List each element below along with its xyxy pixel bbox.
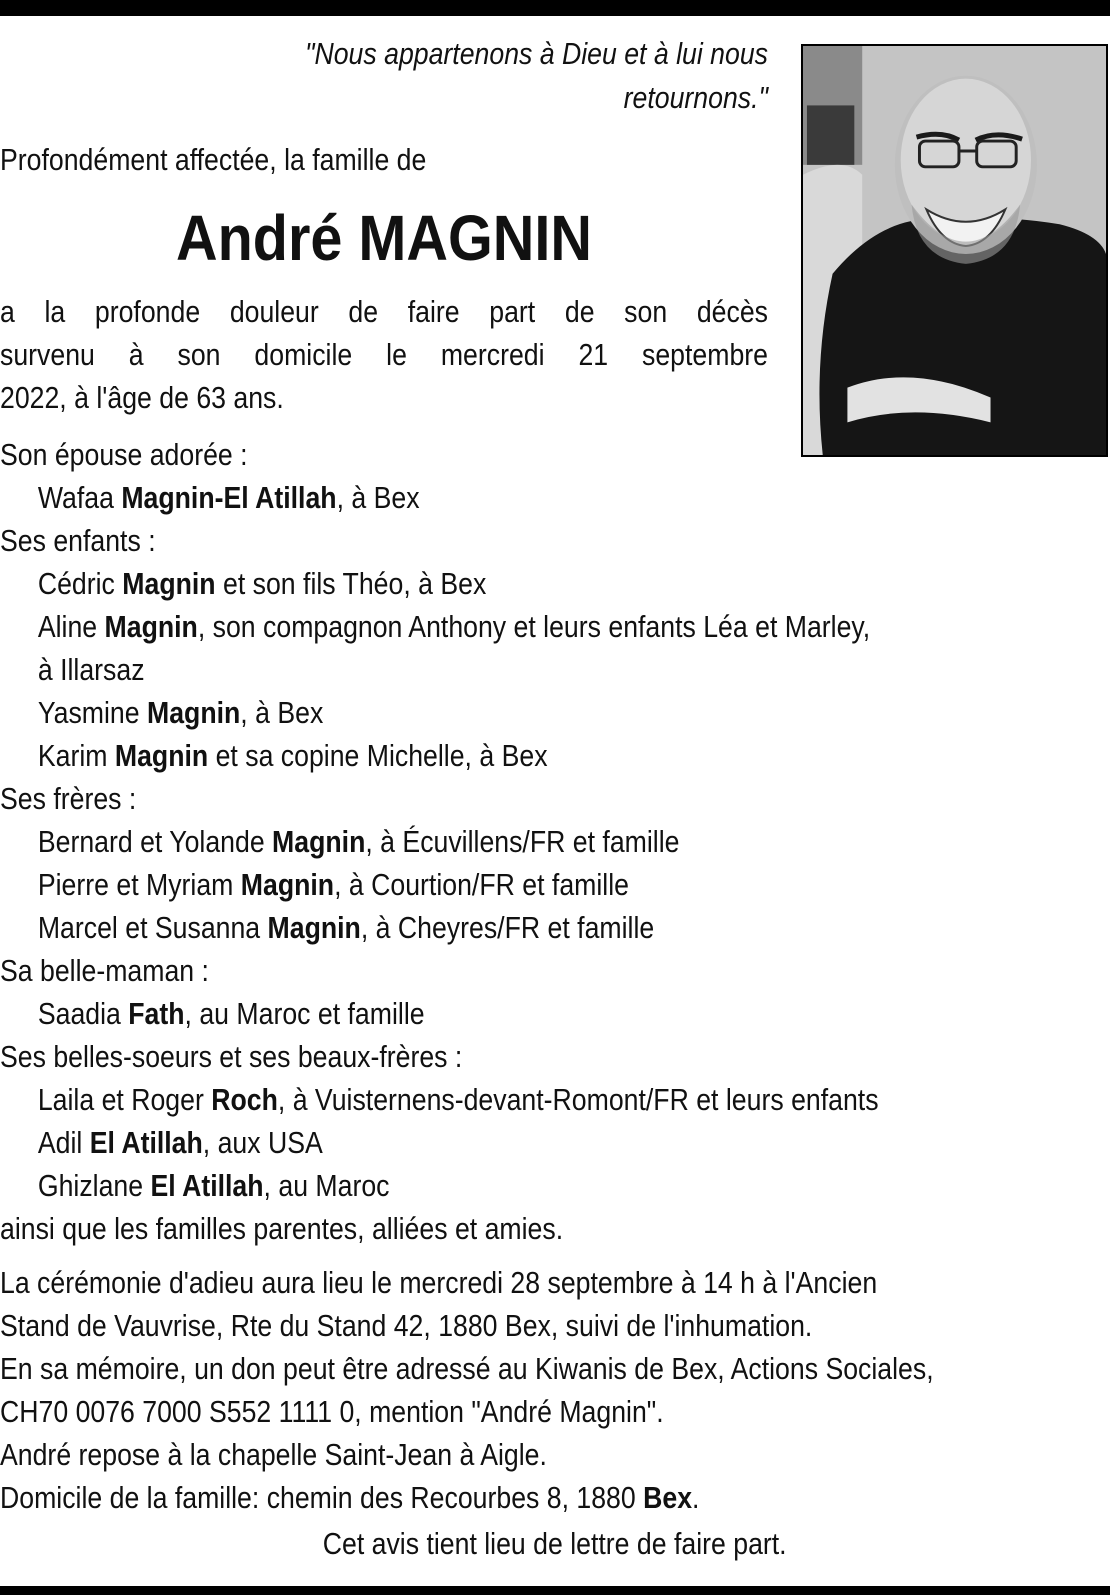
entry-details: , à Vuisternens-devant-Romont/FR et leurs enfants (277, 1082, 879, 1117)
bottom-rule (0, 1586, 1110, 1595)
entry-details: , au Maroc (263, 1168, 390, 1203)
quote-line: retournons." (623, 80, 768, 115)
entry-details: et sa copine Michelle, à Bex (208, 738, 548, 773)
entry-surname: Fath (128, 996, 185, 1031)
entry-surname: Magnin (267, 910, 361, 945)
entry-details: , à Bex (240, 695, 324, 730)
donation-line: En sa mémoire, un don peut être adressé au Kiwanis de Bex, Actions Sociales, (0, 1351, 934, 1386)
entry-surname: Magnin (114, 738, 209, 773)
entry-surname: Magnin (240, 867, 335, 902)
family-entry (0, 648, 1084, 691)
chapel-line: André repose à la chapelle Saint-Jean à Aigle. (0, 1437, 547, 1472)
address-town: Bex (643, 1480, 693, 1515)
entry-surname: Roch (211, 1082, 278, 1117)
entry-details: et son fils Théo, à Bex (215, 566, 487, 601)
family-entry (0, 1078, 1084, 1121)
family-list (0, 433, 1084, 1250)
announcement-line: survenu à son domicile le mercredi 21 septembre (0, 337, 768, 372)
family-heading: Son épouse adorée : (0, 437, 248, 472)
family-entry (0, 476, 1084, 519)
intro-text: Profondément affectée, la famille de (0, 142, 427, 177)
portrait-illustration (803, 46, 1106, 455)
footer-text: Cet avis tient lieu de lettre de faire part. (323, 1526, 787, 1561)
announcement (0, 290, 768, 419)
entry-surname: Magnin (104, 609, 198, 644)
entry-details: , au Maroc et famille (184, 996, 425, 1031)
entry-given-names: Aline (37, 609, 105, 644)
entry-details: , son compagnon Anthony et leurs enfants Léa et Marley, (197, 609, 871, 644)
family-entry (0, 605, 1084, 648)
entry-details: , à Courtion/FR et famille (334, 867, 629, 902)
entry-given-names: Pierre et Myriam (37, 867, 241, 902)
top-rule (0, 0, 1110, 16)
entry-surname: El Atillah (89, 1125, 203, 1160)
entry-given-names: Ghizlane (37, 1168, 151, 1203)
entry-given-names: Wafaa (37, 480, 122, 515)
entry-surname: Magnin-El Atillah (121, 480, 337, 515)
ceremony-info (0, 1261, 1110, 1519)
footer-note (0, 1522, 1110, 1565)
entry-surname: Magnin (122, 566, 216, 601)
family-entry (0, 992, 1084, 1035)
deceased-name: André MAGNIN (176, 202, 592, 274)
entry-given-names: Laila et Roger (37, 1082, 212, 1117)
entry-given-names: Cédric (37, 566, 123, 601)
family-entry (0, 1164, 1084, 1207)
family-entry (0, 562, 1084, 605)
donation-line: CH70 0076 7000 S552 1111 0, mention "André Magnin". (0, 1394, 664, 1429)
announcement-line: a la profonde douleur de faire part de son décès (0, 294, 768, 329)
family-heading: Ses enfants : (0, 523, 156, 558)
entry-details: , à Écuvillens/FR et famille (365, 824, 680, 859)
announcement-line: 2022, à l'âge de 63 ans. (0, 380, 284, 415)
entry-given-names: Karim (37, 738, 115, 773)
family-entry (0, 691, 1084, 734)
family-heading: Ses belles-soeurs et ses beaux-frères : (0, 1039, 463, 1074)
entry-details: , à Bex (336, 480, 420, 515)
entry-surname: Magnin (272, 824, 366, 859)
address-end: . (692, 1480, 700, 1515)
family-entry (0, 1121, 1084, 1164)
portrait-photo (801, 44, 1108, 457)
entry-given-names: à Illarsaz (37, 652, 145, 687)
entry-details: , à Cheyres/FR et famille (360, 910, 655, 945)
address-text: Domicile de la famille: chemin des Recourbes 8, 1880 (0, 1480, 644, 1515)
entry-surname: Magnin (146, 695, 241, 730)
family-heading: Ses frères : (0, 781, 137, 816)
entry-given-names: Marcel et Susanna (37, 910, 268, 945)
family-heading: Sa belle-maman : (0, 953, 209, 988)
family-entry (0, 820, 1084, 863)
family-entry (0, 863, 1084, 906)
entry-given-names: Yasmine (37, 695, 147, 730)
quote (262, 32, 768, 120)
quote-line: "Nous appartenons à Dieu et à lui nous (305, 36, 768, 71)
family-entry (0, 906, 1084, 949)
address-line (0, 1476, 1110, 1519)
entry-given-names: Adil (37, 1125, 90, 1160)
family-heading: ainsi que les familles parentes, alliées et amies. (0, 1211, 564, 1246)
ceremony-line: La cérémonie d'adieu aura lieu le mercredi 28 septembre à 14 h à l'Ancien (0, 1265, 878, 1300)
entry-given-names: Bernard et Yolande (37, 824, 273, 859)
entry-given-names: Saadia (37, 996, 129, 1031)
entry-surname: El Atillah (150, 1168, 264, 1203)
entry-details: , aux USA (202, 1125, 323, 1160)
ceremony-line: Stand de Vauvrise, Rte du Stand 42, 1880 Bex, suivi de l'inhumation. (0, 1308, 813, 1343)
family-entry (0, 734, 1084, 777)
